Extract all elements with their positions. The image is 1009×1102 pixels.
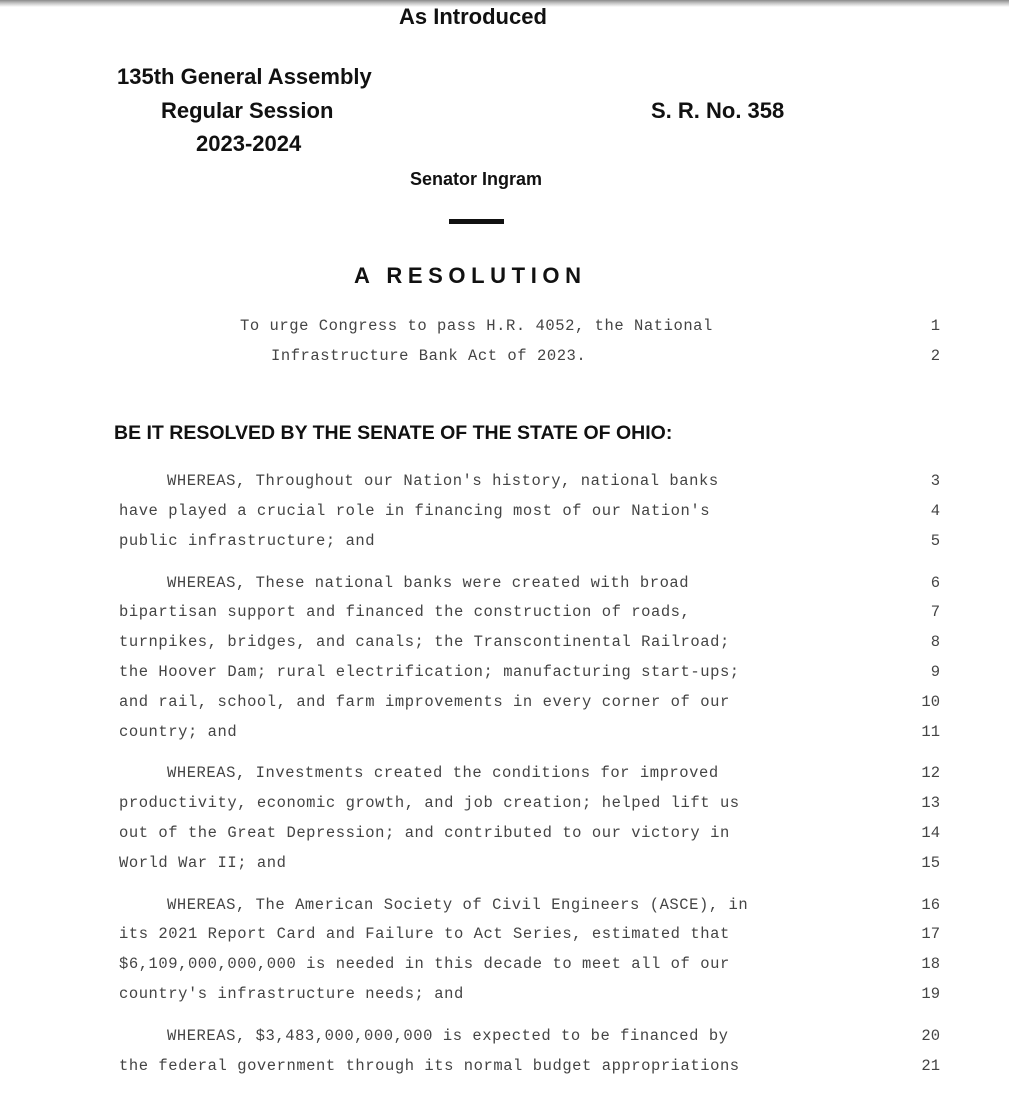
body-line: have played a crucial role in financing most of our Nation's: [119, 502, 711, 520]
body-line: WHEREAS, Investments created the conditions for improved: [167, 764, 719, 782]
line-number: 7: [930, 603, 940, 621]
line-number: 8: [930, 633, 940, 651]
version-label: As Introduced: [399, 4, 547, 29]
line-number: 16: [921, 896, 940, 914]
title-line: Infrastructure Bank Act of 2023.: [271, 347, 587, 365]
assembly-line: 135th General Assembly: [117, 64, 372, 89]
line-number: 9: [930, 663, 940, 681]
line-number: 12: [921, 764, 940, 782]
line-number: 18: [921, 955, 940, 973]
line-number: 10: [921, 693, 940, 711]
line-number: 1: [930, 317, 940, 335]
session-line: Regular Session: [161, 98, 334, 123]
body-line: public infrastructure; and: [119, 532, 376, 550]
body-line: country; and: [119, 723, 238, 741]
header-rule: [449, 219, 504, 224]
body-line: out of the Great Depression; and contributed to our victory in: [119, 824, 730, 842]
body-line: its 2021 Report Card and Failure to Act Series, estimated that: [119, 925, 730, 943]
body-line: the Hoover Dam; rural electrification; manufacturing start-ups;: [119, 663, 740, 681]
line-number: 21: [921, 1057, 940, 1075]
body-line: World War II; and: [119, 854, 287, 872]
line-number: 20: [921, 1027, 940, 1045]
years-line: 2023-2024: [196, 131, 302, 156]
body-line: and rail, school, and farm improvements in every corner of our: [119, 693, 730, 711]
body-line: WHEREAS, These national banks were created with broad: [167, 574, 690, 592]
enacting-clause: BE IT RESOLVED BY THE SENATE OF THE STATE OF OHIO:: [114, 422, 673, 444]
line-number: 2: [930, 347, 940, 365]
body-line: WHEREAS, $3,483,000,000,000 is expected to be financed by: [167, 1027, 729, 1045]
line-number: 14: [921, 824, 940, 842]
resolution-number: S. R. No. 358: [651, 98, 785, 123]
line-number: 13: [921, 794, 940, 812]
body-line: productivity, economic growth, and job creation; helped lift us: [119, 794, 740, 812]
line-number: 15: [921, 854, 940, 872]
body-line: country's infrastructure needs; and: [119, 985, 464, 1003]
body-line: turnpikes, bridges, and canals; the Transcontinental Railroad;: [119, 633, 730, 651]
line-number: 17: [921, 925, 940, 943]
line-number: 11: [921, 723, 940, 741]
body-line: bipartisan support and financed the construction of roads,: [119, 603, 691, 621]
line-number: 4: [930, 502, 940, 520]
sponsor: Senator Ingram: [410, 169, 543, 189]
document-type-heading: A RESOLUTION: [354, 263, 587, 288]
title-line: To urge Congress to pass H.R. 4052, the National: [240, 317, 713, 335]
line-number: 5: [930, 532, 940, 550]
line-number: 19: [921, 985, 940, 1003]
line-number: 3: [930, 472, 940, 490]
body-line: the federal government through its normal budget appropriations: [119, 1057, 740, 1075]
body-line: WHEREAS, Throughout our Nation's history, national banks: [167, 472, 719, 490]
line-number: 6: [930, 574, 940, 592]
body-line: WHEREAS, The American Society of Civil Engineers (ASCE), in: [167, 896, 749, 914]
body-line: $6,109,000,000,000 is needed in this decade to meet all of our: [119, 955, 730, 973]
